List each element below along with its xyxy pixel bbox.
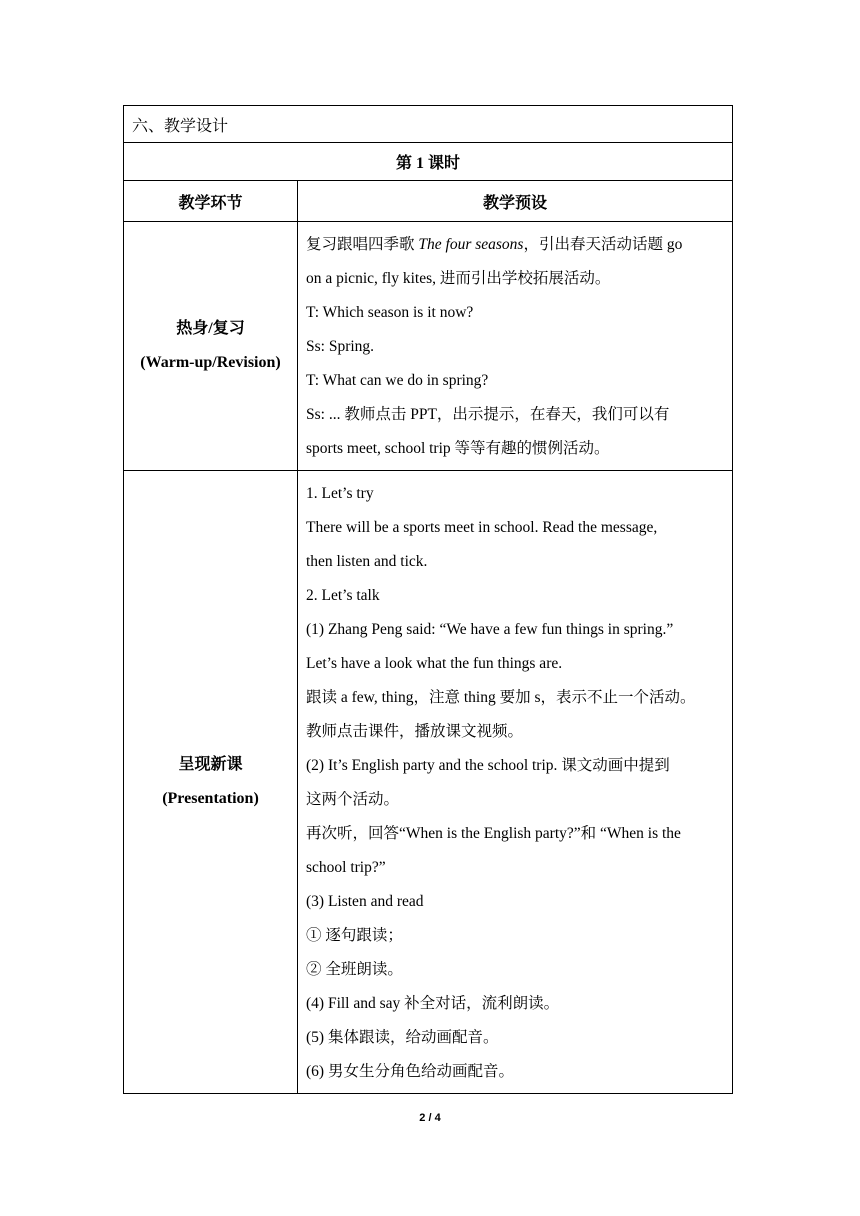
content-line: (2) It’s English party and the school trip. 课文动画中提到 [306,757,670,774]
content-line [306,228,726,262]
stage-name-cn: 热身/复习 [176,320,245,337]
content-line: 1. Let’s try [306,485,374,502]
content-line: T: What can we do in spring? [306,372,489,389]
content-line: (3) Listen and read [306,893,424,910]
lesson-row [124,143,733,181]
content-text: ，引出春天活动话题 go [523,236,683,253]
table-row [124,471,733,1094]
content-line: Ss: ... 教师点击 PPT，出示提示，在春天，我们可以有 [306,406,670,423]
stage-name-en: (Warm-up/Revision) [140,354,281,371]
content-line: ① 逐句跟读； [306,927,403,944]
content-cell [298,222,733,471]
stage-cell [124,222,298,471]
song-title: The four seasons [418,236,524,253]
content-line: 这两个活动。 [306,791,400,808]
content-line: 跟读 a few, thing，注意 thing 要加 s，表示不止一个活动。 [306,689,696,706]
lesson-title: 第 1 课时 [124,143,733,181]
content-line: on a picnic, fly kites, 进而引出学校拓展活动。 [306,270,611,287]
content-line: 教师点击课件，播放课文视频。 [306,723,524,740]
header-design: 教学预设 [298,181,733,222]
content-text: 复习跟唱四季歌 [306,236,419,253]
lesson-plan-table [123,105,733,1094]
section-title: 六、教学设计 [124,106,733,143]
content-line: (1) Zhang Peng said: “We have a few fun things in spring.” [306,621,674,638]
page-number: 2 / 4 [419,1112,441,1124]
content-cell [298,471,733,1094]
content-line: school trip?” [306,859,386,876]
stage-name-en: (Presentation) [162,790,259,807]
content-line: 再次听，回答“When is the English party?”和 “When is the [306,825,681,842]
content-line: then listen and tick. [306,553,428,570]
stage-cell [124,471,298,1094]
content-line: (4) Fill and say 补全对话，流利朗读。 [306,995,560,1012]
content-line: Let’s have a look what the fun things are. [306,655,563,672]
content-line: There will be a sports meet in school. Read the message, [306,519,658,536]
stage-name-cn: 呈现新课 [178,756,243,773]
table-row [124,222,733,471]
header-stage: 教学环节 [124,181,298,222]
content-line: T: Which season is it now? [306,304,474,321]
section-row [124,106,733,143]
content-line: ② 全班朗读。 [306,961,403,978]
header-row [124,181,733,222]
content-line: (6) 男女生分角色给动画配音。 [306,1063,514,1080]
content-line: (5) 集体跟读，给动画配音。 [306,1029,499,1046]
content-line: sports meet, school trip 等等有趣的惯例活动。 [306,440,610,457]
content-line: 2. Let’s talk [306,587,380,604]
content-line: Ss: Spring. [306,338,375,355]
